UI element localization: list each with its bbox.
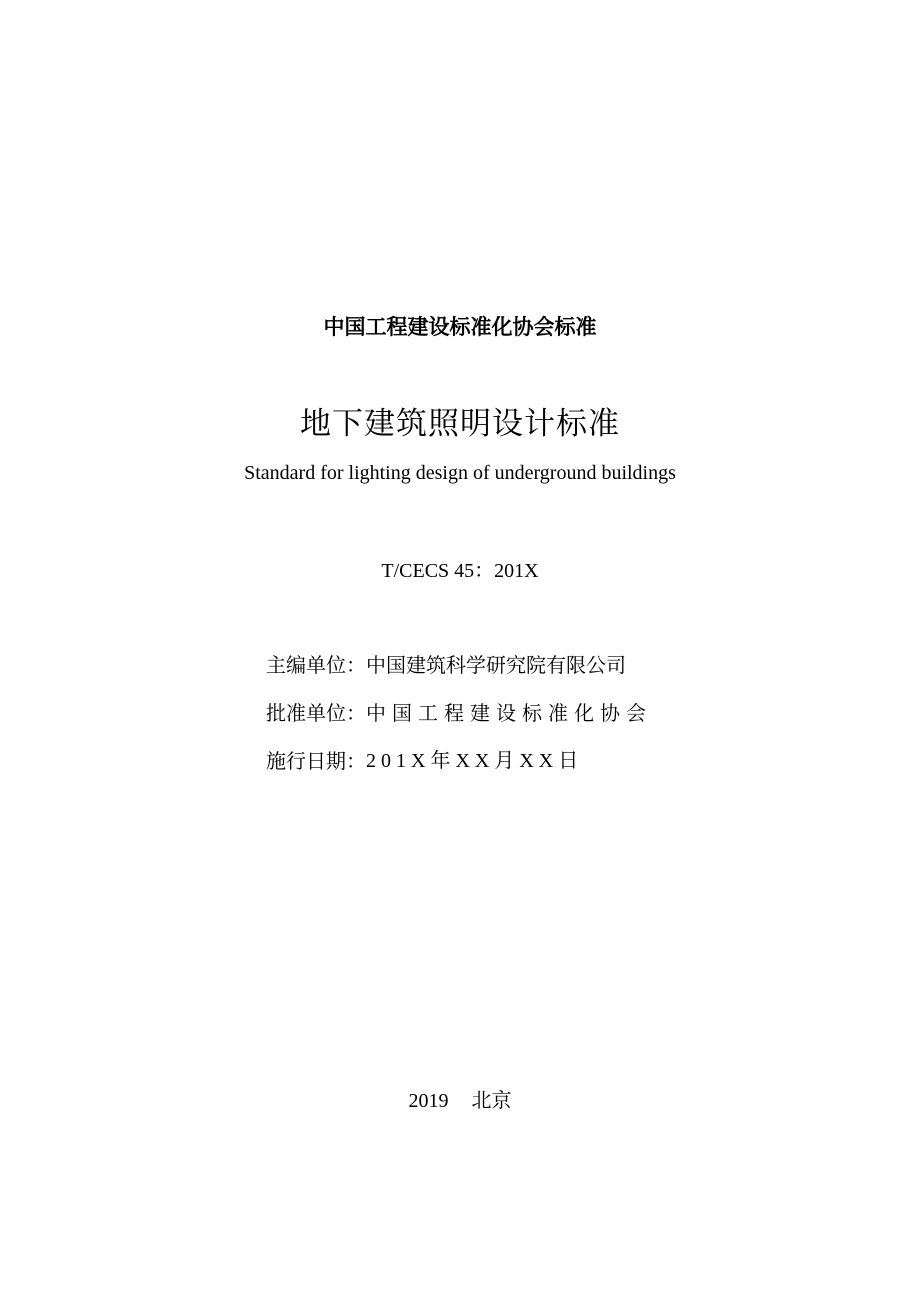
- standard-code: T/CECS 45：201X: [381, 560, 539, 582]
- approver-value: 中国工程建设标准化协会: [366, 701, 652, 725]
- approver-row: [266, 701, 686, 749]
- editor-value: 中国建筑科学研究院有限公司: [366, 653, 626, 677]
- effective-date-label: 施行日期：: [266, 749, 366, 773]
- document-title-cn: 地下建筑照明设计标准: [300, 406, 620, 442]
- document-title-en: Standard for lighting design of underground buildings: [244, 462, 676, 484]
- publication-footer: [0, 1090, 920, 1111]
- effective-date-row: [266, 749, 686, 797]
- effective-date-value: 2 0 1 X 年 X X 月 X X 日: [366, 750, 579, 772]
- publication-city: 北京: [471, 1088, 512, 1112]
- approver-label: 批准单位：: [266, 701, 366, 725]
- editor-row: [266, 653, 686, 701]
- publication-year: 2019: [408, 1090, 449, 1112]
- publication-info: [266, 653, 686, 797]
- editor-label: 主编单位：: [266, 653, 366, 677]
- association-standard-heading: 中国工程建设标准化协会标准: [323, 315, 597, 339]
